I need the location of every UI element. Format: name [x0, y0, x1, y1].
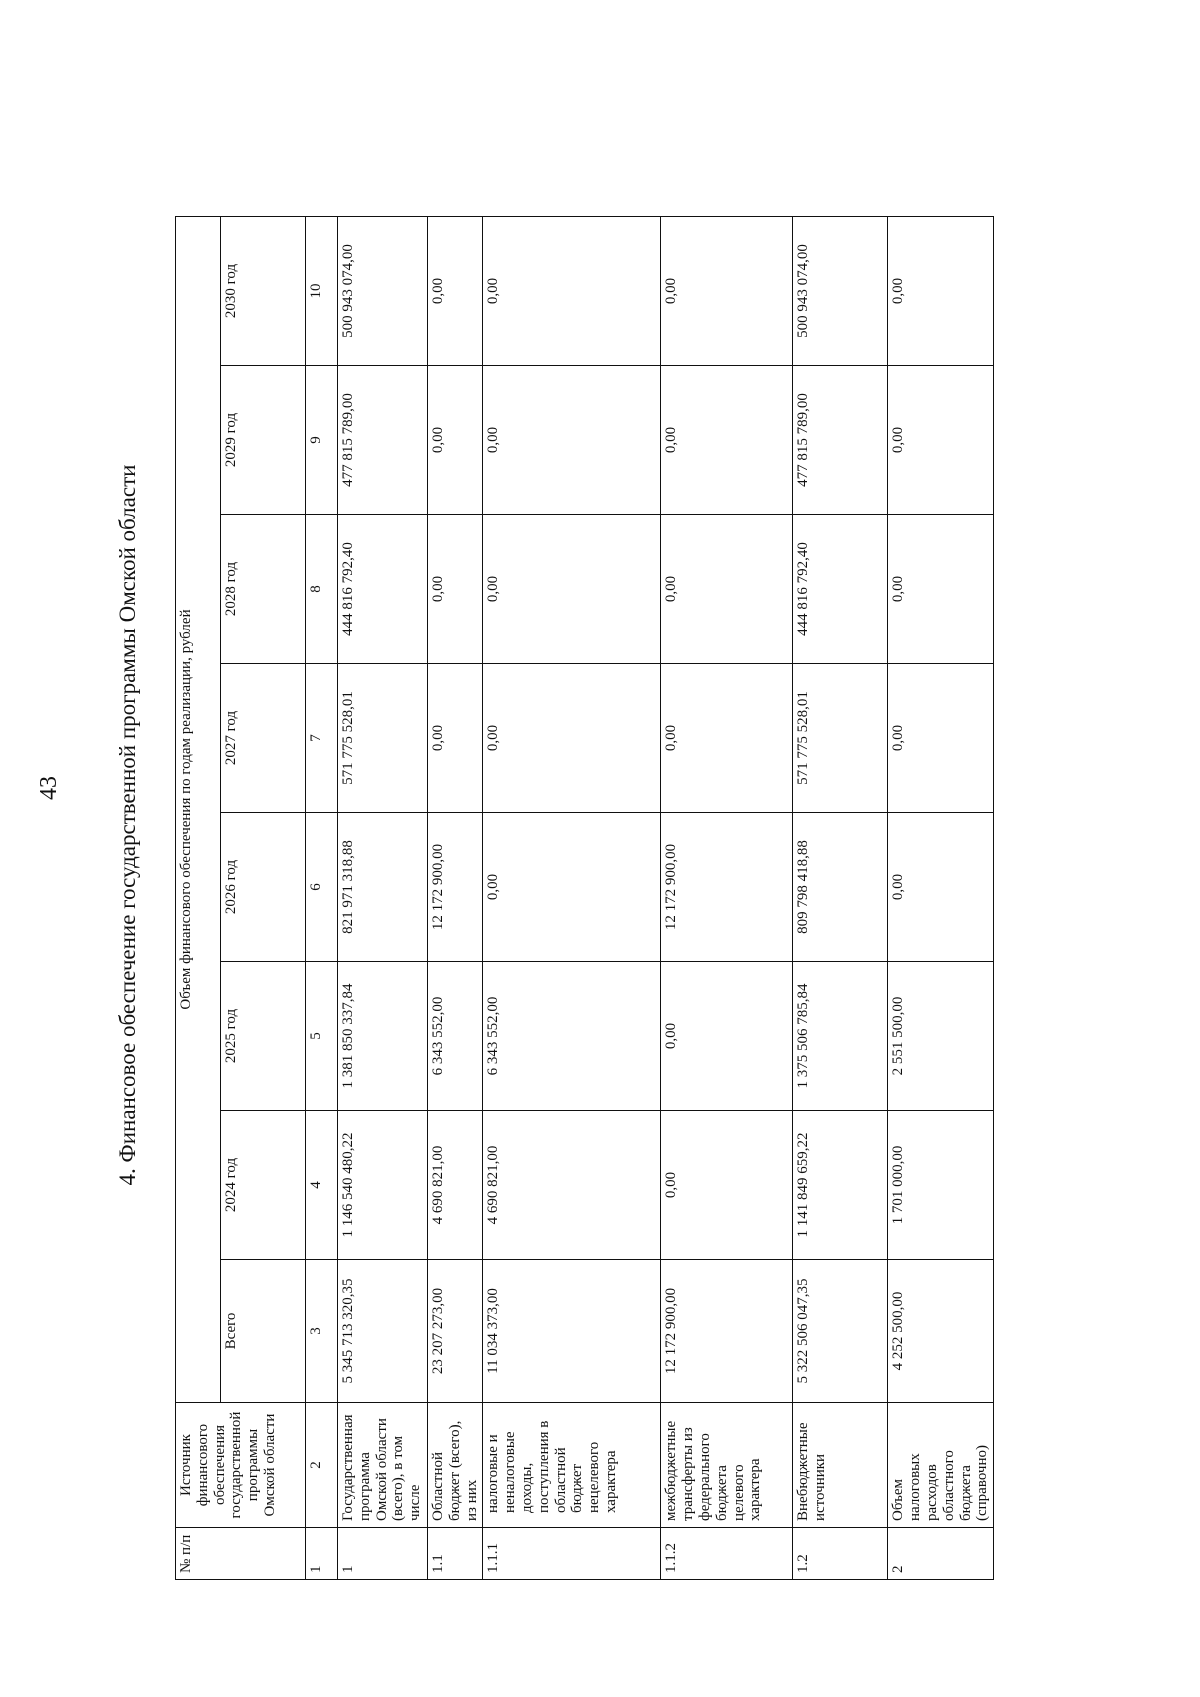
column-numbers-row — [306, 217, 338, 1580]
value-cell: 4 252 500,00 — [888, 1260, 994, 1403]
value-cell: 0,00 — [888, 664, 994, 813]
row-number: 1.2 — [793, 1528, 888, 1580]
value-cell: 12 172 900,00 — [428, 813, 483, 962]
value-cell: 1 701 000,00 — [888, 1111, 994, 1260]
header-col: 2025 год — [221, 962, 306, 1111]
value-cell: 0,00 — [661, 962, 793, 1111]
header-years-row — [221, 217, 306, 1580]
value-cell: 571 775 528,01 — [338, 664, 428, 813]
row-number: 2 — [888, 1528, 994, 1580]
column-number: 5 — [306, 962, 338, 1111]
value-cell: 0,00 — [661, 366, 793, 515]
document-title: 4. Финансовое обеспечение государственной программы Омской области — [115, 464, 140, 1186]
value-cell: 571 775 528,01 — [793, 664, 888, 813]
value-cell: 12 172 900,00 — [661, 1260, 793, 1403]
row-source: налоговые и неналоговые доходы, поступления в областной бюджет нецелевого характера — [483, 1403, 661, 1528]
value-cell: 477 815 789,00 — [793, 366, 888, 515]
value-cell: 2 551 500,00 — [888, 962, 994, 1111]
header-col: 2024 год — [221, 1111, 306, 1260]
row-number: 1 — [338, 1528, 428, 1580]
value-cell: 0,00 — [888, 366, 994, 515]
header-col: 2029 год — [221, 366, 306, 515]
value-cell: 0,00 — [661, 515, 793, 664]
value-cell: 1 141 849 659,22 — [793, 1111, 888, 1260]
value-cell: 477 815 789,00 — [338, 366, 428, 515]
value-cell: 5 322 506 047,35 — [793, 1260, 888, 1403]
row-source: Государственная программа Омской области (всего), в том числе — [338, 1403, 428, 1528]
table-row — [661, 217, 793, 1580]
value-cell: 0,00 — [428, 366, 483, 515]
value-cell: 0,00 — [888, 217, 994, 366]
value-cell: 0,00 — [661, 664, 793, 813]
header-col: 2028 год — [221, 515, 306, 664]
column-number: 2 — [306, 1403, 338, 1528]
value-cell: 809 798 418,88 — [793, 813, 888, 962]
header-group: Объем финансового обеспечения по годам реализации, рублей — [176, 217, 221, 1403]
value-cell: 0,00 — [428, 664, 483, 813]
rotated-page-content — [115, 70, 1030, 1580]
value-cell: 11 034 373,00 — [483, 1260, 661, 1403]
value-cell: 0,00 — [888, 813, 994, 962]
value-cell: 0,00 — [661, 1111, 793, 1260]
header-col: 2030 год — [221, 217, 306, 366]
value-cell: 500 943 074,00 — [793, 217, 888, 366]
column-number: 1 — [306, 1528, 338, 1580]
column-number: 3 — [306, 1260, 338, 1403]
table-row — [338, 217, 428, 1580]
financing-table — [175, 216, 994, 1580]
header-col: Всего — [221, 1260, 306, 1403]
header-source: Источник финансового обеспечения государственной программы Омской области — [176, 1403, 306, 1528]
column-number: 4 — [306, 1111, 338, 1260]
value-cell: 444 816 792,40 — [793, 515, 888, 664]
row-source: межбюджетные трансферты из федерального бюджета целевого характера — [661, 1403, 793, 1528]
row-source: Внебюджетные источники — [793, 1403, 888, 1528]
value-cell: 444 816 792,40 — [338, 515, 428, 664]
column-number: 8 — [306, 515, 338, 664]
row-source: Объем налоговых расходов областного бюджета (справочно) — [888, 1403, 994, 1528]
value-cell: 1 146 540 480,22 — [338, 1111, 428, 1260]
value-cell: 0,00 — [428, 217, 483, 366]
value-cell: 0,00 — [428, 515, 483, 664]
value-cell: 0,00 — [483, 366, 661, 515]
value-cell: 6 343 552,00 — [428, 962, 483, 1111]
page-number: 43 — [36, 776, 62, 800]
value-cell: 0,00 — [483, 664, 661, 813]
header-num: № п/п — [176, 1528, 306, 1580]
value-cell: 1 381 850 337,84 — [338, 962, 428, 1111]
value-cell: 821 971 318,88 — [338, 813, 428, 962]
table-row — [888, 217, 994, 1580]
table-row — [428, 217, 483, 1580]
row-number: 1.1 — [428, 1528, 483, 1580]
value-cell: 6 343 552,00 — [483, 962, 661, 1111]
row-number: 1.1.2 — [661, 1528, 793, 1580]
column-number: 9 — [306, 366, 338, 515]
row-number: 1.1.1 — [483, 1528, 661, 1580]
value-cell: 0,00 — [483, 217, 661, 366]
value-cell: 4 690 821,00 — [483, 1111, 661, 1260]
table-row — [483, 217, 661, 1580]
column-number: 6 — [306, 813, 338, 962]
value-cell: 23 207 273,00 — [428, 1260, 483, 1403]
value-cell: 0,00 — [888, 515, 994, 664]
column-number: 7 — [306, 664, 338, 813]
value-cell: 0,00 — [483, 813, 661, 962]
header-col: 2027 год — [221, 664, 306, 813]
table-row — [793, 217, 888, 1580]
value-cell: 0,00 — [483, 515, 661, 664]
value-cell: 1 375 506 785,84 — [793, 962, 888, 1111]
row-source: Областной бюджет (всего), из них — [428, 1403, 483, 1528]
value-cell: 12 172 900,00 — [661, 813, 793, 962]
value-cell: 4 690 821,00 — [428, 1111, 483, 1260]
value-cell: 5 345 713 320,35 — [338, 1260, 428, 1403]
header-col: 2026 год — [221, 813, 306, 962]
value-cell: 0,00 — [661, 217, 793, 366]
value-cell: 500 943 074,00 — [338, 217, 428, 366]
column-number: 10 — [306, 217, 338, 366]
